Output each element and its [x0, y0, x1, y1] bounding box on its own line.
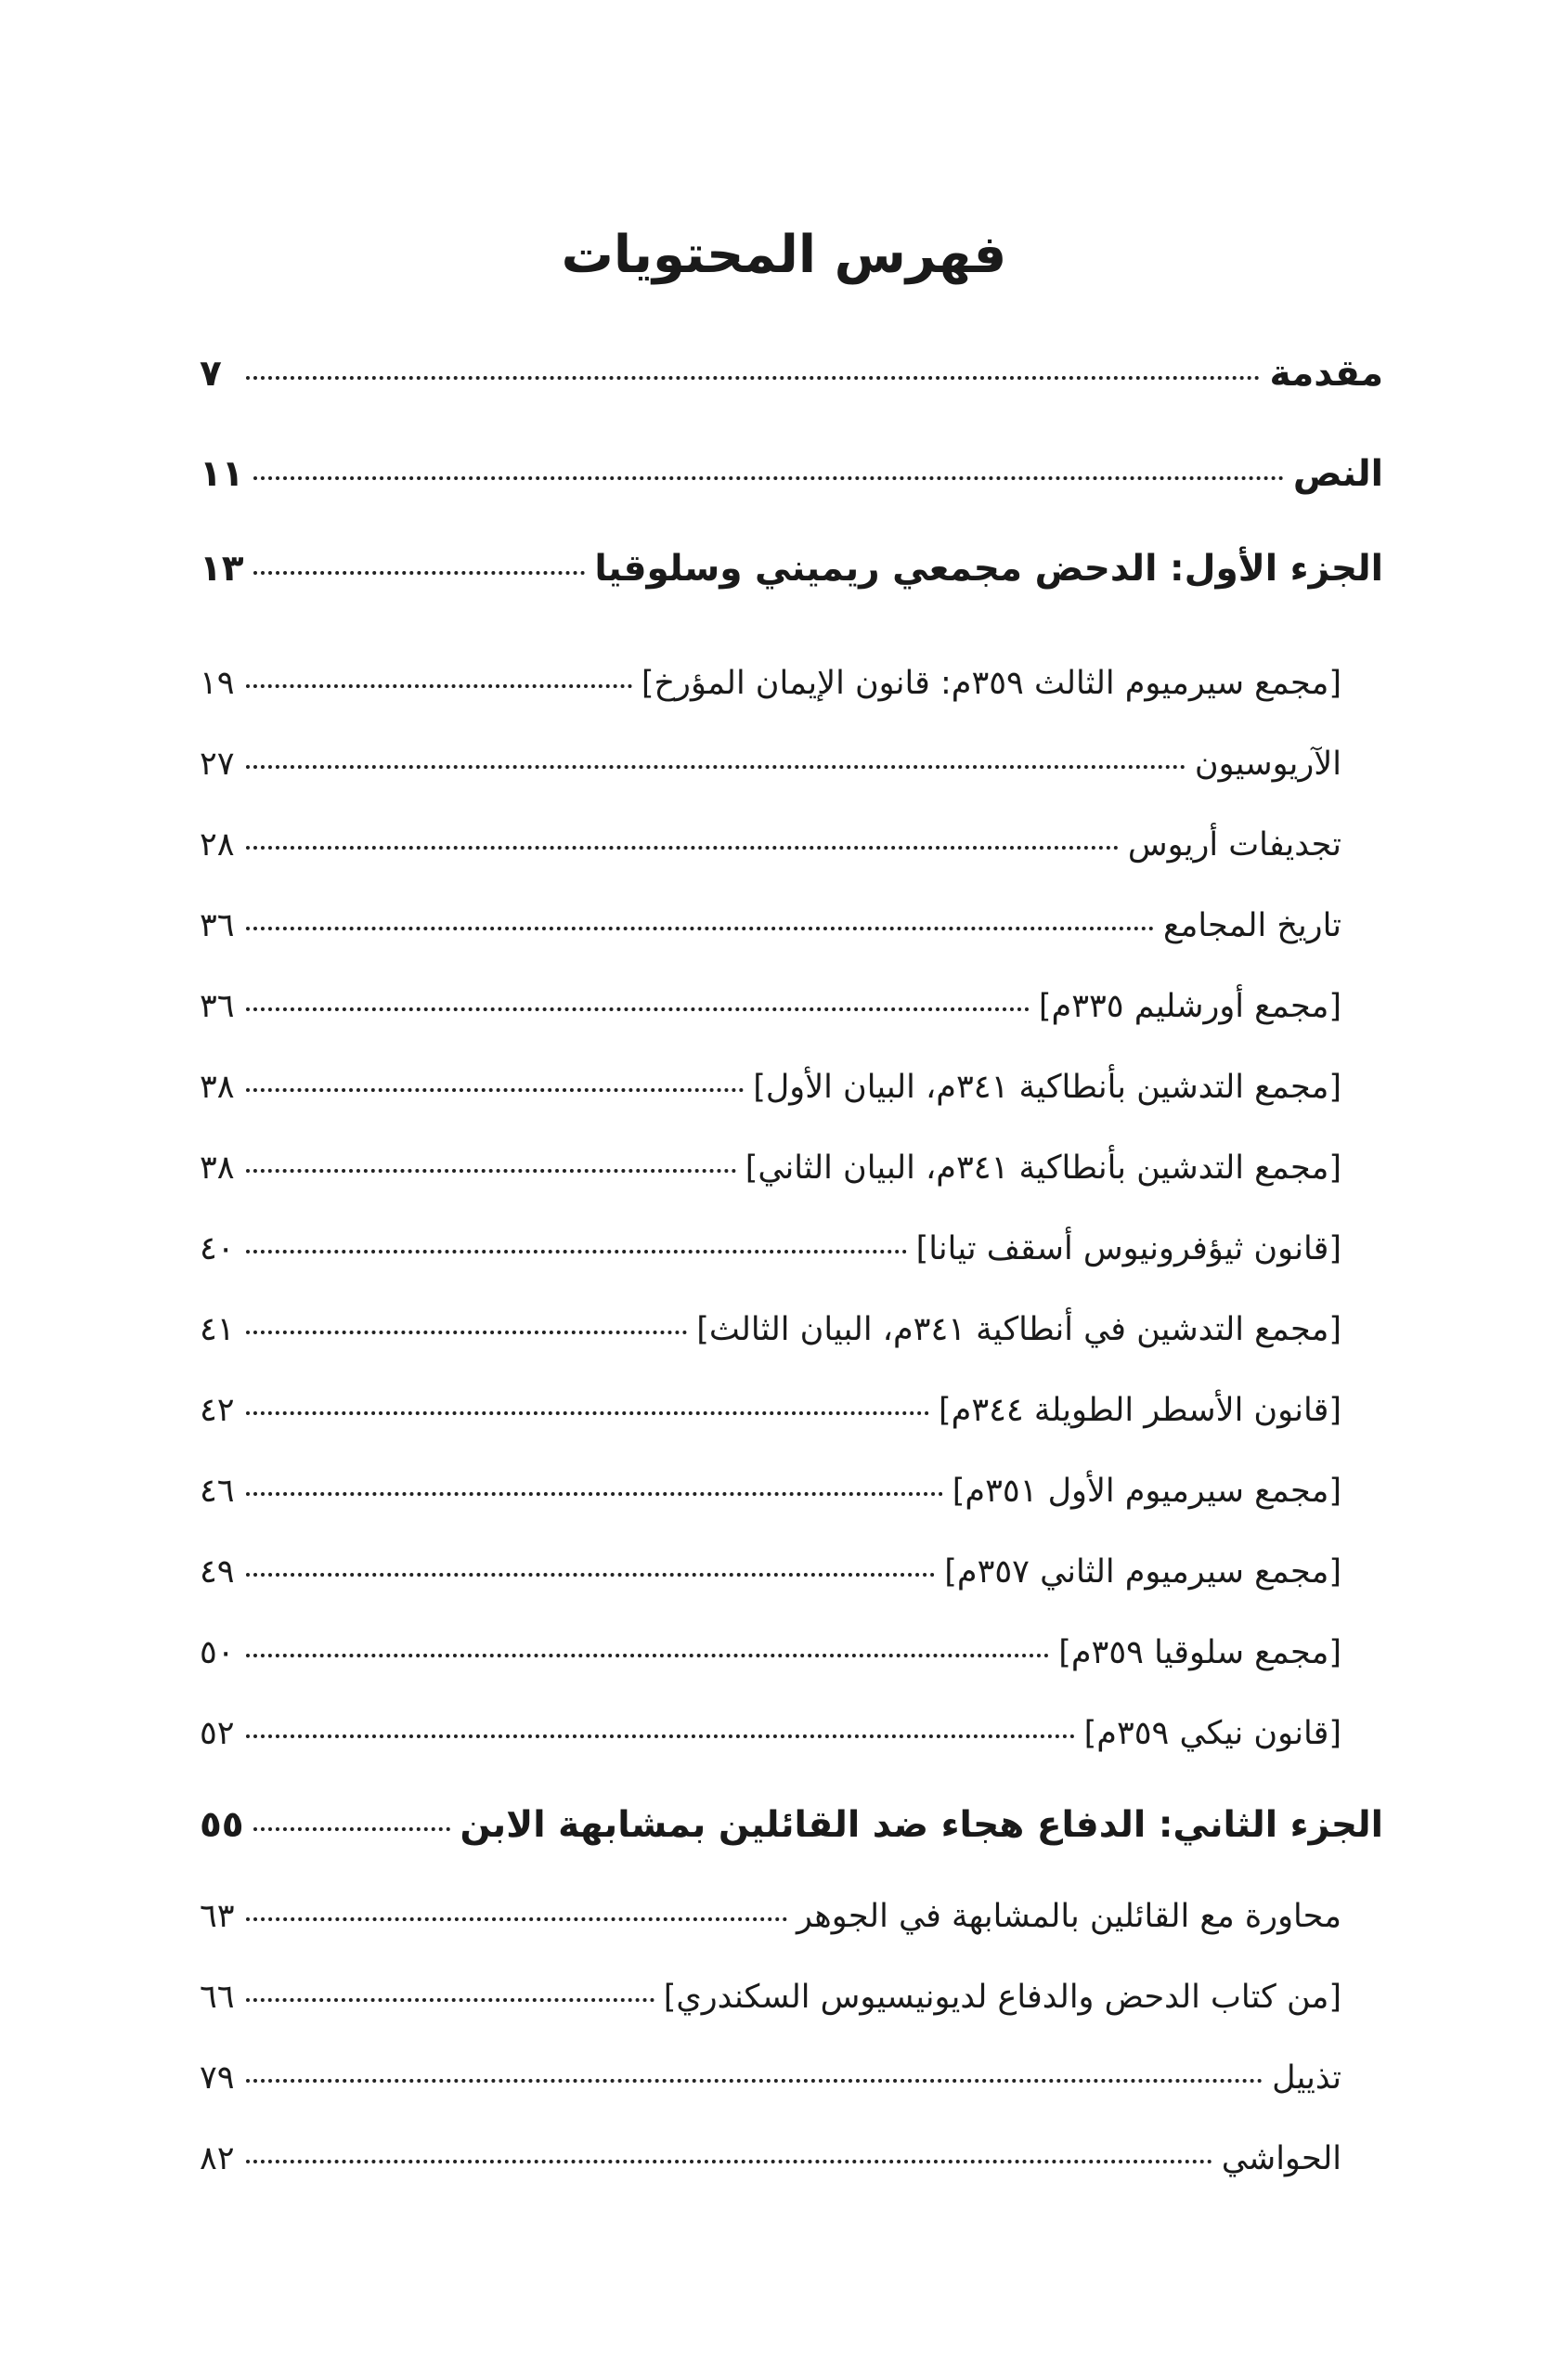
- toc-entry-sirmium-third[interactable]: [200, 665, 1383, 702]
- toc-entry-footnotes[interactable]: [200, 2140, 1383, 2177]
- toc-entry-label: [مجمع أورشليم ٣٣٥م]: [1038, 988, 1341, 1025]
- toc-entry-page: ٥٢: [200, 1715, 235, 1752]
- dot-leader: [246, 765, 1186, 769]
- toc-entry-appendix[interactable]: [200, 2059, 1383, 2097]
- toc-entry-page: ٤٠: [200, 1230, 235, 1267]
- dot-leader: [246, 1492, 943, 1496]
- toc-entry-long-lines-creed[interactable]: [200, 1392, 1383, 1429]
- toc-entry-arians[interactable]: [200, 746, 1383, 783]
- toc-entry-page: ٨٢: [200, 2140, 235, 2177]
- toc-entry-page: ٣٨: [200, 1150, 235, 1187]
- dot-leader: [253, 1827, 451, 1831]
- toc-entry-dionysius-book[interactable]: [200, 1979, 1383, 2016]
- dot-leader: [246, 1250, 907, 1253]
- toc-entry-part-two[interactable]: [200, 1804, 1383, 1846]
- dot-leader: [246, 684, 632, 688]
- toc-entry-label: [قانون ثيؤفرونيوس أسقف تيانا]: [915, 1230, 1341, 1267]
- toc-entry-theophronius-creed[interactable]: [200, 1230, 1383, 1267]
- toc-entry-antioch-third[interactable]: [200, 1311, 1383, 1348]
- toc-entry-history-of-councils[interactable]: [200, 907, 1383, 944]
- toc-entry-sirmium-first[interactable]: [200, 1473, 1383, 1510]
- toc-entry-label: تذييل: [1272, 2059, 1341, 2097]
- toc-entry-part-one[interactable]: [200, 548, 1383, 590]
- toc-entry-text[interactable]: [200, 453, 1383, 495]
- dot-leader: [246, 376, 1260, 380]
- toc-entry-label: الآريوسيون: [1194, 746, 1341, 783]
- toc-entry-label: [من كتاب الدحض والدفاع لديونيسيوس السكندري]: [663, 1979, 1341, 2016]
- toc-entry-page: ٧: [200, 353, 222, 395]
- toc-entry-antioch-first[interactable]: [200, 1069, 1383, 1106]
- toc-entry-page: ١١: [200, 453, 244, 495]
- dot-leader: [246, 1331, 687, 1334]
- toc-entry-label: [مجمع سيرميوم الثاني ٣٥٧م]: [944, 1553, 1341, 1591]
- toc-entry-label: [مجمع التدشين بأنطاكية ٣٤١م، البيان الأول]: [753, 1069, 1341, 1106]
- toc-entry-label: الجزء الثاني: الدفاع هجاء ضد القائلين بمشابهة الابن: [460, 1804, 1383, 1846]
- dot-leader: [246, 1007, 1030, 1011]
- toc-entry-nike-creed[interactable]: [200, 1715, 1383, 1752]
- dot-leader: [246, 2160, 1212, 2163]
- dot-leader: [246, 1734, 1075, 1738]
- dot-leader: [253, 571, 586, 575]
- dot-leader: [246, 1411, 929, 1415]
- toc-entry-page: ١٣: [200, 548, 244, 590]
- toc-entry-label: مقدمة: [1269, 353, 1383, 395]
- toc-entry-label: تاريخ المجامع: [1162, 907, 1341, 944]
- toc-entry-label: [مجمع سلوقيا ٣٥٩م]: [1058, 1634, 1341, 1671]
- toc-entry-page: ٣٦: [200, 907, 235, 944]
- toc-entry-label: [قانون نيكي ٣٥٩م]: [1083, 1715, 1341, 1752]
- toc-entry-page: ٥٠: [200, 1634, 235, 1671]
- toc-entry-page: ٦٦: [200, 1979, 235, 2016]
- dot-leader: [246, 1573, 935, 1577]
- toc-entry-label: تجديفات أريوس: [1127, 826, 1341, 864]
- toc-entry-page: ٤٢: [200, 1392, 235, 1429]
- toc-entry-page: ٣٨: [200, 1069, 235, 1106]
- toc-entry-label: [مجمع سيرميوم الأول ٣٥١م]: [952, 1473, 1341, 1510]
- toc-entry-antioch-second[interactable]: [200, 1150, 1383, 1187]
- dot-leader: [246, 1169, 736, 1173]
- dot-leader: [253, 476, 1284, 480]
- toc-entry-page: ٢٨: [200, 826, 235, 864]
- toc-entry-label: [مجمع سيرميوم الثالث ٣٥٩م: قانون الإيمان المؤرخ]: [641, 665, 1341, 702]
- dot-leader: [246, 1998, 654, 2002]
- toc-entry-page: ٦٣: [200, 1898, 235, 1935]
- toc-entry-label: النص: [1292, 453, 1383, 495]
- dot-leader: [246, 1917, 787, 1921]
- toc-entry-page: ٥٥: [200, 1804, 244, 1846]
- toc-entry-label: الحواشي: [1221, 2140, 1341, 2177]
- toc-entry-page: ٣٦: [200, 988, 235, 1025]
- toc-entry-introduction[interactable]: [200, 353, 1383, 395]
- toc-entry-label: [مجمع التدشين في أنطاكية ٣٤١م، البيان الثالث]: [696, 1311, 1341, 1348]
- toc-entry-dialogue[interactable]: [200, 1898, 1383, 1935]
- toc-entry-jerusalem-council[interactable]: [200, 988, 1383, 1025]
- toc-entry-label: [مجمع التدشين بأنطاكية ٣٤١م، البيان الثاني]: [745, 1150, 1341, 1187]
- dot-leader: [246, 1654, 1049, 1657]
- dot-leader: [246, 846, 1119, 850]
- toc-entry-page: ٤٩: [200, 1553, 235, 1591]
- dot-leader: [246, 927, 1154, 930]
- toc-entry-page: ٤٦: [200, 1473, 235, 1510]
- toc-entry-page: ٢٧: [200, 746, 235, 783]
- toc-entry-arius-blasphemies[interactable]: [200, 826, 1383, 864]
- toc-entry-page: ٤١: [200, 1311, 235, 1348]
- toc-entry-page: ١٩: [200, 665, 235, 702]
- toc-entry-label: [قانون الأسطر الطويلة ٣٤٤م]: [939, 1392, 1341, 1429]
- toc-entry-seleucia-council[interactable]: [200, 1634, 1383, 1671]
- toc-entry-page: ٧٩: [200, 2059, 235, 2097]
- page-title: فهرس المحتويات: [561, 225, 1007, 285]
- dot-leader: [246, 1088, 744, 1092]
- dot-leader: [246, 2079, 1263, 2083]
- toc-entry-label: محاورة مع القائلين بالمشابهة في الجوهر: [796, 1898, 1341, 1935]
- toc-entry-label: الجزء الأول: الدحض مجمعي ريميني وسلوقيا: [594, 548, 1383, 590]
- toc-entry-sirmium-second[interactable]: [200, 1553, 1383, 1591]
